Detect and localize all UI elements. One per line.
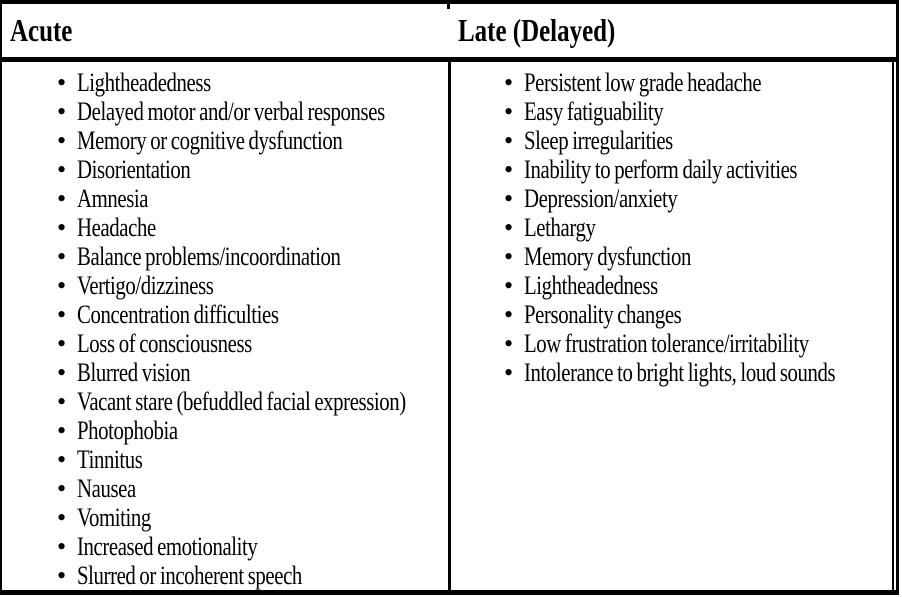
bullet-icon: • (57, 561, 67, 590)
symptom-item (504, 184, 892, 213)
symptom-item (504, 97, 892, 126)
symptom-text: Tinnitus (76, 445, 142, 474)
bullet-icon: • (504, 68, 514, 97)
symptom-item (57, 126, 448, 155)
symptom-item (57, 242, 448, 271)
symptom-item (504, 126, 892, 155)
bullet-icon: • (57, 126, 67, 155)
symptom-text: Depression/anxiety (523, 184, 677, 213)
symptom-item (504, 358, 892, 387)
table-header-row (2, 4, 896, 62)
bullet-icon: • (504, 300, 514, 329)
bullet-icon: • (504, 242, 514, 271)
bullet-icon: • (57, 358, 67, 387)
symptom-item (57, 271, 448, 300)
bullet-icon: • (504, 184, 514, 213)
symptom-text: Inability to perform daily activities (523, 155, 797, 184)
bullet-icon: • (57, 271, 67, 300)
bullet-icon: • (57, 416, 67, 445)
table-body (2, 62, 896, 590)
bullet-icon: • (504, 329, 514, 358)
symptom-text: Memory or cognitive dysfunction (76, 126, 342, 155)
symptom-item (57, 184, 448, 213)
symptom-item (57, 213, 448, 242)
symptom-item (57, 416, 448, 445)
bullet-icon: • (504, 358, 514, 387)
symptom-text: Delayed motor and/or verbal responses (76, 97, 385, 126)
symptom-item (57, 97, 448, 126)
bullet-icon: • (57, 387, 67, 416)
symptom-text: Concentration difficulties (76, 300, 279, 329)
bullet-icon: • (57, 474, 67, 503)
symptom-item (504, 155, 892, 184)
late-symptoms-cell (451, 62, 894, 590)
bullet-icon: • (57, 68, 67, 97)
symptom-item (57, 503, 448, 532)
symptom-item (57, 155, 448, 184)
acute-symptoms-list (2, 68, 448, 590)
bullet-icon: • (57, 242, 67, 271)
top-divider-tick (447, 0, 450, 9)
column-header-late (451, 4, 896, 57)
symptom-text: Blurred vision (76, 358, 190, 387)
symptom-text: Vertigo/dizziness (76, 271, 213, 300)
symptom-text: Increased emotionality (76, 532, 257, 561)
column-header-late-label: Late (Delayed) (458, 12, 616, 48)
symptom-text: Amnesia (76, 184, 148, 213)
bullet-icon: • (57, 97, 67, 126)
bullet-icon: • (57, 184, 67, 213)
symptom-item (57, 561, 448, 590)
symptom-text: Headache (76, 213, 156, 242)
symptom-text: Disorientation (76, 155, 190, 184)
symptom-text: Lightheadedness (76, 68, 211, 97)
symptom-item (504, 271, 892, 300)
bullet-icon: • (504, 213, 514, 242)
symptom-item (504, 213, 892, 242)
symptom-text: Personality changes (523, 300, 681, 329)
symptom-text: Lightheadedness (523, 271, 658, 300)
symptom-text: Vomiting (76, 503, 151, 532)
column-header-acute (2, 4, 451, 57)
symptom-text: Nausea (76, 474, 136, 503)
symptom-text: Low frustration tolerance/irritability (523, 329, 809, 358)
symptom-text: Slurred or incoherent speech (76, 561, 302, 590)
bullet-icon: • (504, 126, 514, 155)
symptom-text: Vacant stare (befuddled facial expression) (76, 387, 406, 416)
symptom-item (57, 445, 448, 474)
symptom-item (57, 532, 448, 561)
bullet-icon: • (57, 532, 67, 561)
bullet-icon: • (57, 329, 67, 358)
bullet-icon: • (57, 503, 67, 532)
symptom-item (504, 300, 892, 329)
bullet-icon: • (57, 300, 67, 329)
symptom-item (57, 300, 448, 329)
symptom-text: Balance problems/incoordination (76, 242, 340, 271)
bullet-icon: • (57, 213, 67, 242)
bullet-icon: • (57, 445, 67, 474)
symptom-text: Sleep irregularities (523, 126, 673, 155)
symptom-item (57, 474, 448, 503)
bullet-icon: • (504, 155, 514, 184)
symptom-text: Intolerance to bright lights, loud sounds (523, 358, 835, 387)
symptom-item (504, 329, 892, 358)
symptom-item (57, 68, 448, 97)
symptom-text: Photophobia (76, 416, 178, 445)
symptom-text: Memory dysfunction (523, 242, 691, 271)
bullet-icon: • (504, 271, 514, 300)
symptom-text: Loss of consciousness (76, 329, 252, 358)
symptom-item (57, 358, 448, 387)
bullet-icon: • (57, 155, 67, 184)
symptom-text: Easy fatiguability (523, 97, 663, 126)
symptom-item (57, 387, 448, 416)
symptom-item (504, 68, 892, 97)
symptom-item (57, 329, 448, 358)
symptom-text: Lethargy (523, 213, 595, 242)
late-symptoms-list (451, 68, 892, 387)
symptom-text: Persistent low grade headache (523, 68, 761, 97)
column-header-acute-label: Acute (10, 12, 73, 48)
symptom-item (504, 242, 892, 271)
bullet-icon: • (504, 97, 514, 126)
acute-symptoms-cell (2, 62, 451, 590)
